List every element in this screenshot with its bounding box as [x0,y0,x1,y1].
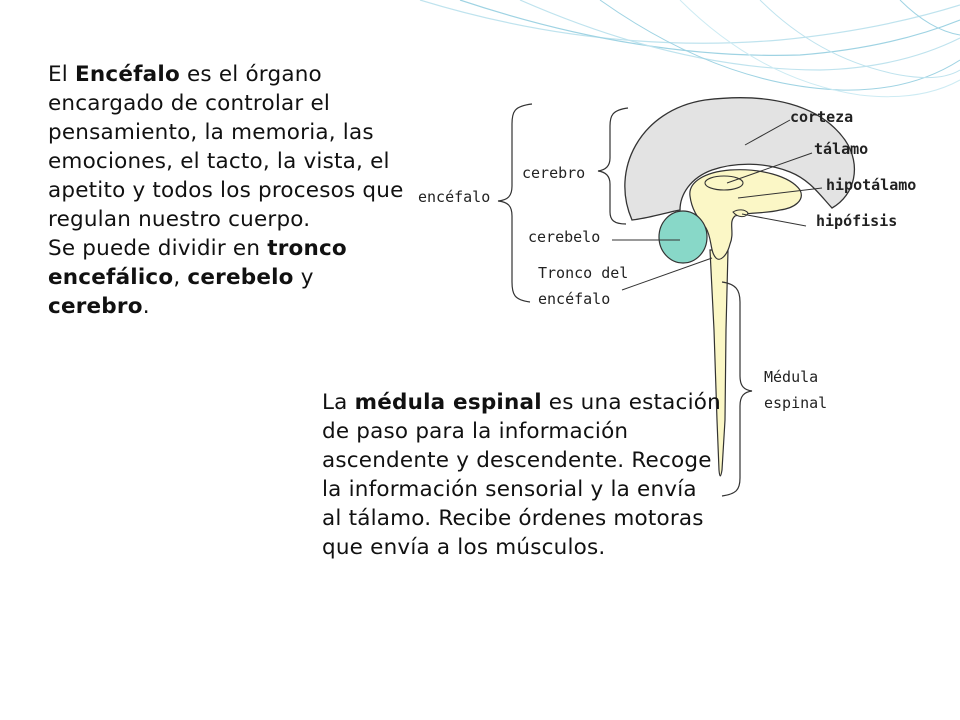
text-run: es el órgano encargado de controlar el pensamiento, la memoria, las emociones, el tacto, la vista, el apetito y todos los procesos que regulan nuestro cuerpo. [48,62,404,232]
hipofisis-pointer [742,214,806,226]
label-cerebro: cerebro [522,164,586,182]
text-run: Se puede dividir en [48,236,268,261]
label-hipotalamo: hipotálamo [826,176,917,194]
label-talamo: tálamo [814,140,869,158]
tronco-pointer [622,258,712,290]
label-tronco-line1: Tronco del [538,264,629,282]
label-encefalo: encéfalo [418,188,491,206]
label-cerebelo: cerebelo [528,228,601,246]
bold-term-encefalo: Encéfalo [75,62,180,87]
text-run: , [173,265,188,290]
bold-term-cerebelo: cerebelo [187,265,294,290]
cerebro-brace [598,108,628,224]
thalamus [705,176,743,190]
label-tronco-line2: encéfalo [538,290,611,308]
cerebellum [659,211,707,263]
bold-term-medula: médula espinal [354,390,542,415]
encefalo-description [48,60,408,321]
text-run: es una estación de paso para la información ascendente y descendente. Recoge la información sensorial y la envía al tálamo. Recibe órdenes motoras que envía a los músculos. [322,390,721,560]
medula-description [322,388,722,562]
text-run: y [293,265,314,290]
label-medula-line1: Médula [764,368,819,386]
label-hipofisis: hipófisis [816,212,898,230]
text-run: La [322,390,355,415]
label-medula-line2: espinal [764,394,828,412]
bold-term-tronco: tronco encefálico [48,236,347,290]
bold-term-cerebro: cerebro [48,294,143,319]
text-run: . [142,294,150,319]
encefalo-brace [498,104,532,302]
text-run: El [48,62,75,87]
label-corteza: corteza [790,108,854,126]
